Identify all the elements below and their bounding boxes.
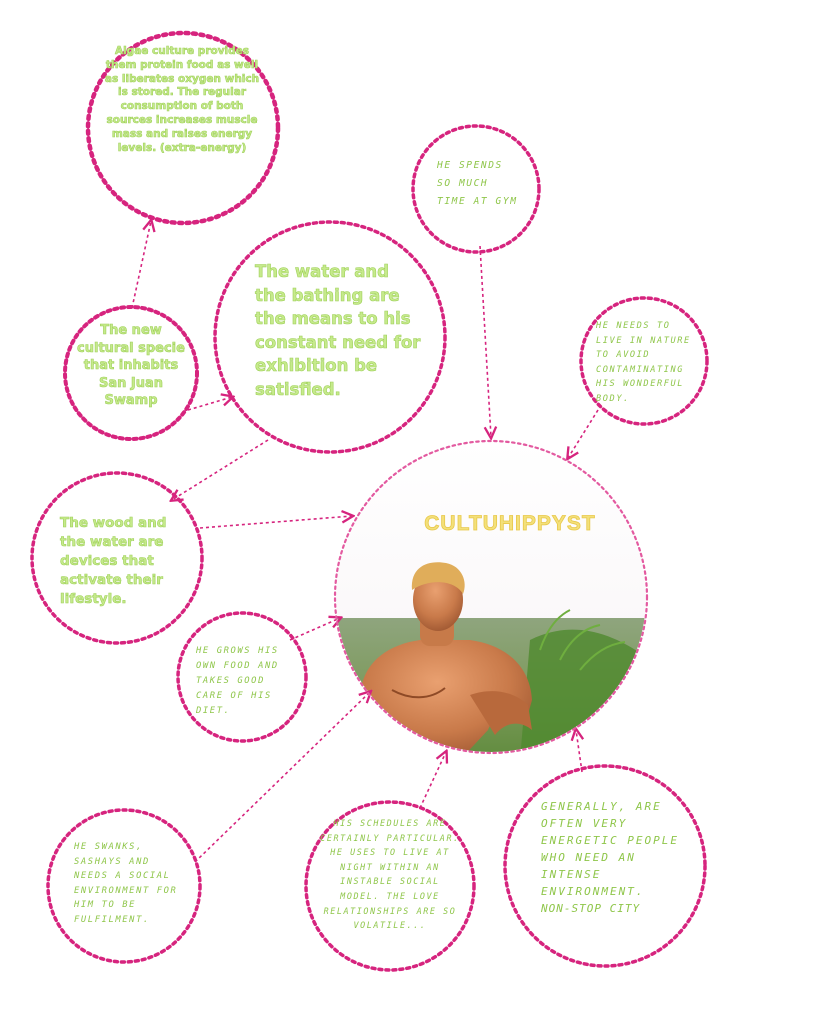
arrow-wood-to-main (200, 516, 352, 528)
nonstop-city: NON-STOP CITY (541, 902, 641, 915)
arrow-generally-to-main (576, 730, 582, 772)
arrow-species-to-water (188, 397, 232, 410)
arrow-gym-to-main (480, 246, 491, 437)
generally-body: GENERALLY, ARE OFTEN VERY ENERGETIC PEOPLE WHO NEED AN INTENSE ENVIRONMENT. (541, 800, 679, 898)
bodybuilder-photo (330, 440, 660, 768)
arrow-species-to-algae (132, 221, 151, 308)
arrow-nature-to-main (568, 410, 598, 458)
arrow-food-to-main (290, 618, 340, 640)
schedules-text: HIS SCHEDULES ARE CERTAINLY PARTICULAR. HE USES TO LIVE AT NIGHT WITHIN AN INSTABLE SOCIAL MODEL. THE LOVE RELATIONSHIPS ARE SO VOLATILE... (320, 818, 460, 931)
water-bathing-text: The water and the bathing are the means to his constant need for exhibition be satisfied. (255, 262, 421, 399)
algae-text: Algae culture provides them protein food as well as liberates oxygen which is stored. The regular consumption of both sources increases muscle mass and raises energy levels. (extra-energy) (104, 45, 260, 154)
arrow-schedules-to-main (420, 752, 446, 808)
arrow-water-to-wood (172, 440, 268, 500)
swanks-text: HE SWANKS, SASHAYS AND NEEDS A SOCIAL ENVIRONMENT FOR HIM TO BE FULFILMENT. (74, 842, 178, 925)
main-title: CULTUHIPPYST (424, 512, 596, 535)
new-species-text: The new cultural specie that inhabits San Juan Swamp (77, 323, 185, 408)
wood-water-text: The wood and the water are devices that activate their lifestyle. (60, 515, 167, 607)
gym-text: HE SPENDS SO MUCH TIME AT GYM (437, 160, 518, 207)
food-text: HE GROWS HIS OWN FOOD AND TAKES GOOD CARE OF HIS DIET. (196, 646, 279, 716)
generally-text (541, 798, 681, 917)
nature-text: HE NEEDS TO LIVE IN NATURE TO AVOID CONTAMINATING HIS WONDERFUL BODY. (596, 321, 691, 404)
